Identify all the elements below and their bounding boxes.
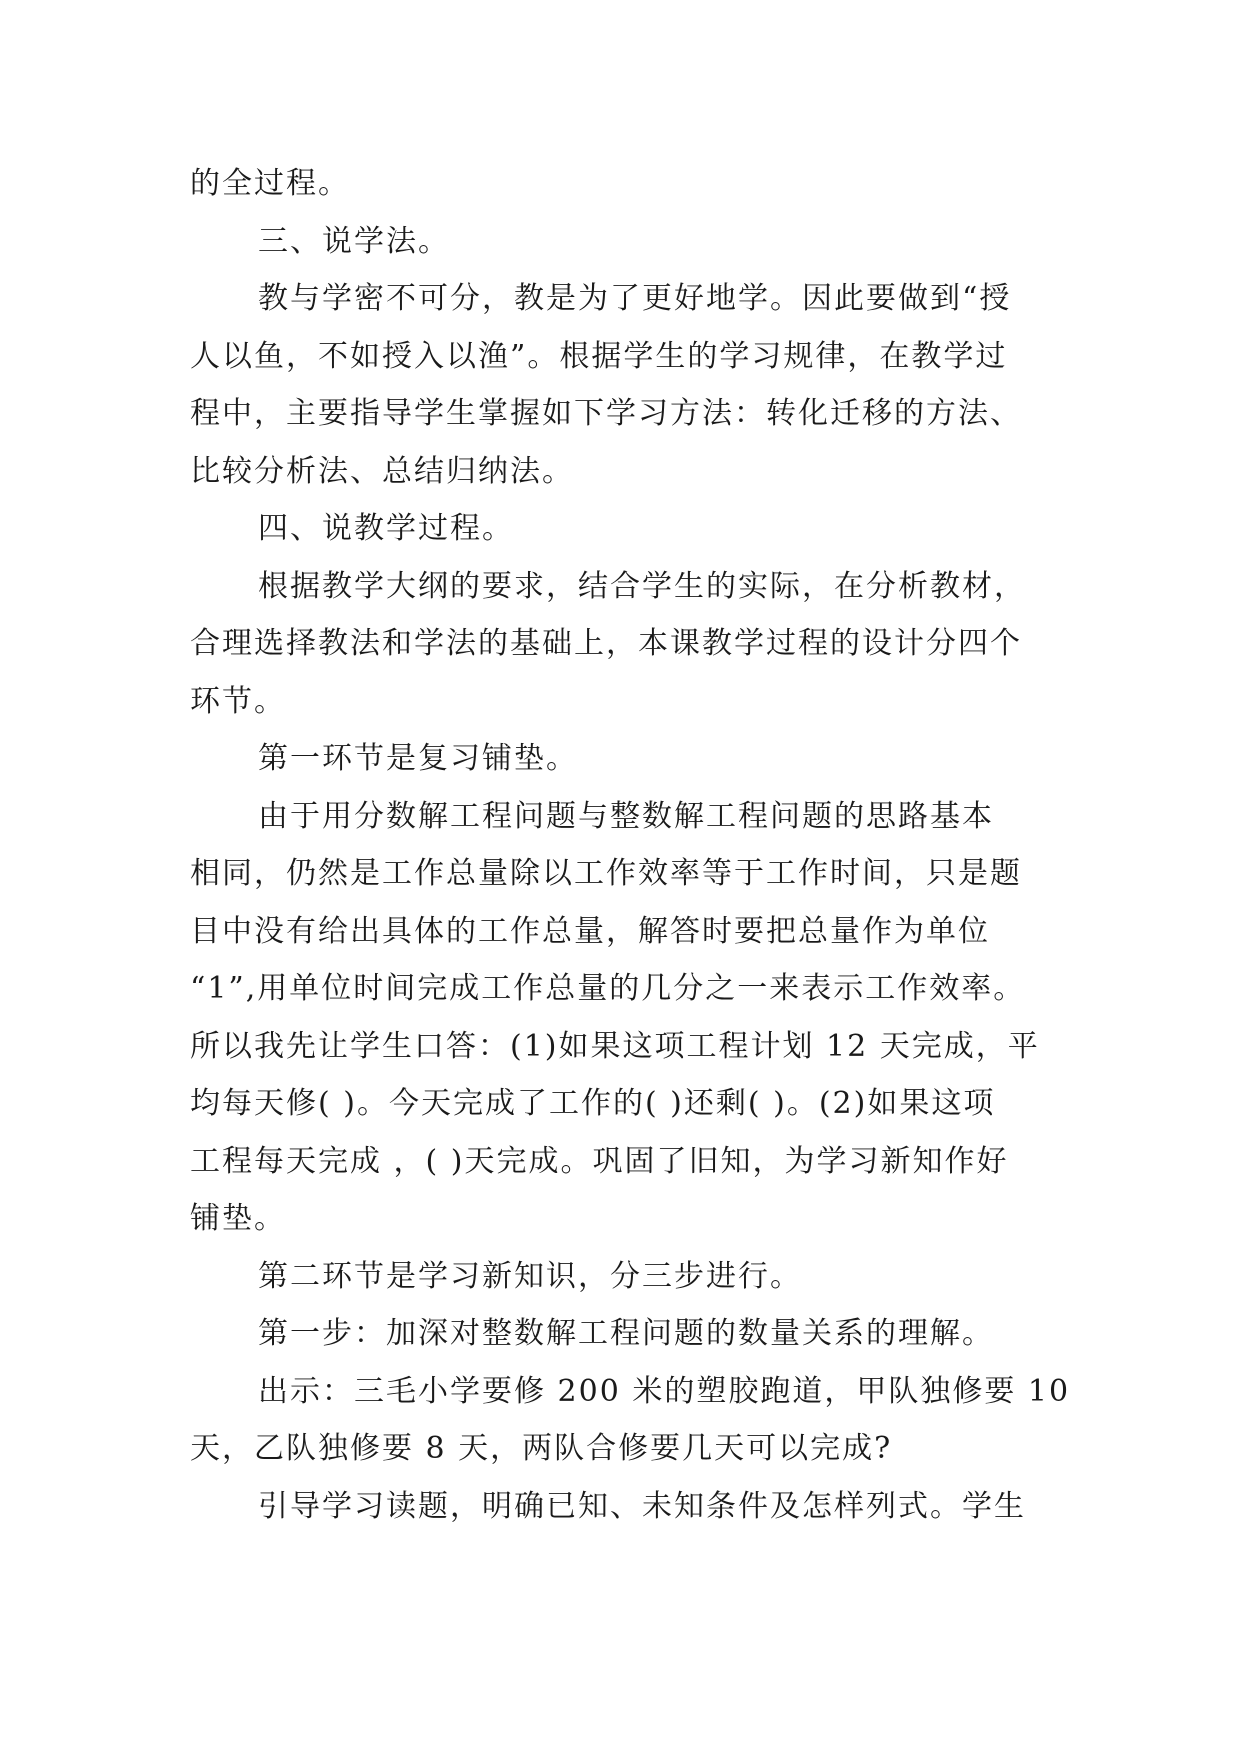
text-line: 第一步：加深对整数解工程问题的数量关系的理解。 — [258, 1316, 994, 1351]
text-line: 根据教学大纲的要求，结合学生的实际，在分析教材， — [258, 569, 1026, 604]
section-heading: 四、说教学过程。 — [258, 511, 514, 546]
text-line: 所以我先让学生口答：(1)如果这项工程计划 12 天完成，平 — [190, 1029, 1040, 1064]
text-line: 出示：三毛小学要修 200 米的塑胶跑道，甲队独修要 10 — [258, 1374, 1071, 1409]
text-line: 相同，仍然是工作总量除以工作效率等于工作时间，只是题 — [190, 856, 1022, 891]
text-line: 环节。 — [190, 684, 286, 719]
section-heading: 三、说学法。 — [258, 224, 450, 259]
text-line: 均每天修( )。今天完成了工作的( )还剩( )。(2)如果这项 — [190, 1086, 996, 1121]
text-line: 铺垫。 — [190, 1201, 286, 1236]
text-line: 工程每天完成 ，( )天完成。巩固了旧知，为学习新知作好 — [190, 1144, 1009, 1179]
subsection-heading: 第二环节是学习新知识，分三步进行。 — [258, 1259, 802, 1294]
text-line: 人以鱼，不如授入以渔”。根据学生的学习规律，在教学过 — [190, 339, 1008, 374]
text-line: “1”,用单位时间完成工作总量的几分之一来表示工作效率。 — [190, 971, 1026, 1006]
text-line: 目中没有给出具体的工作总量，解答时要把总量作为单位 — [190, 914, 990, 949]
text-line: 合理选择教法和学法的基础上，本课教学过程的设计分四个 — [190, 626, 1022, 661]
text-line: 的全过程。 — [190, 166, 350, 201]
text-line: 由于用分数解工程问题与整数解工程问题的思路基本 — [258, 799, 994, 834]
text-line: 引导学习读题，明确已知、未知条件及怎样列式。学生 — [258, 1489, 1026, 1524]
subsection-heading: 第一环节是复习铺垫。 — [258, 741, 578, 776]
text-line: 程中，主要指导学生掌握如下学习方法：转化迁移的方法、 — [190, 396, 1022, 431]
text-line: 天，乙队独修要 8 天，两队合修要几天可以完成? — [190, 1431, 893, 1466]
text-line: 比较分析法、总结归纳法。 — [190, 454, 574, 489]
text-line: 教与学密不可分，教是为了更好地学。因此要做到“授 — [258, 281, 1012, 316]
